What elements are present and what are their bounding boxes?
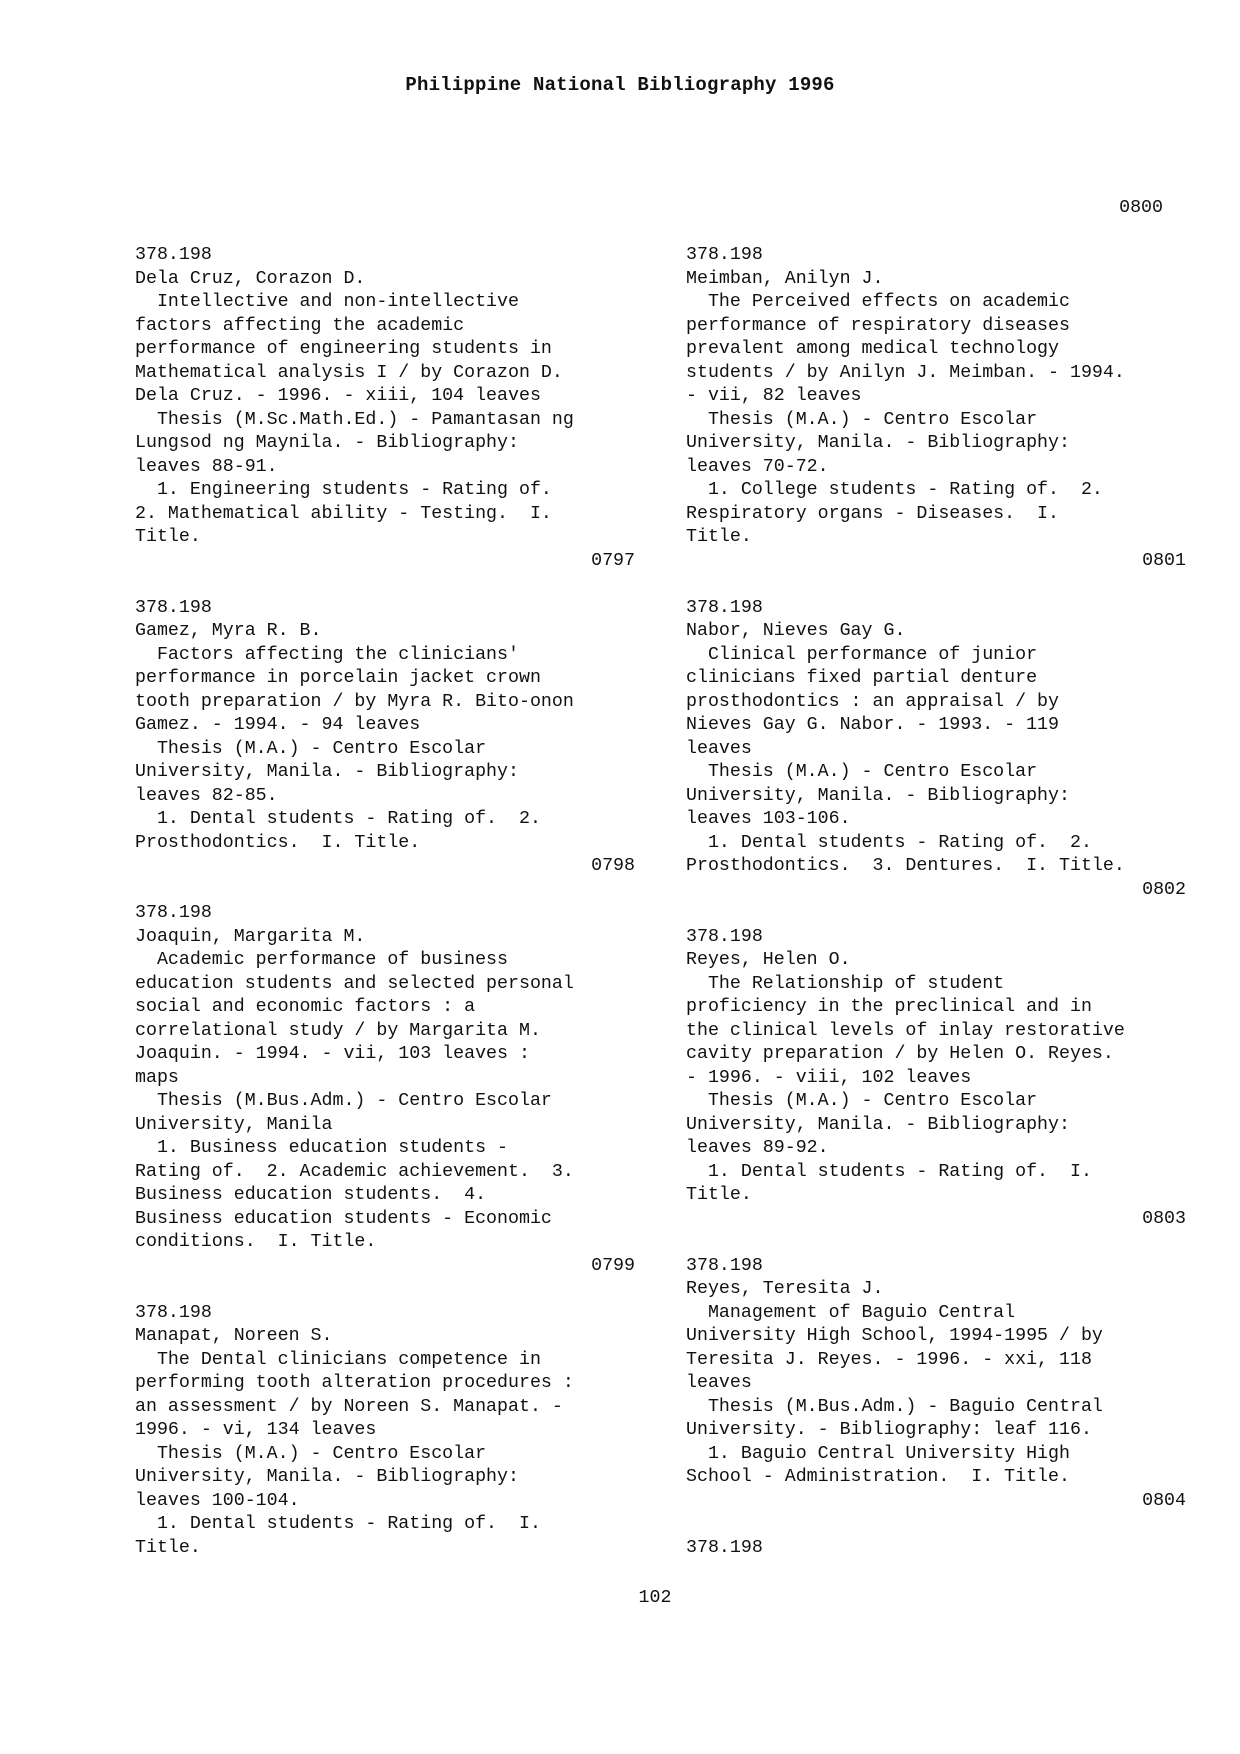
page-title: Philippine National Bibliography 1996 bbox=[405, 74, 835, 96]
entry-spacer bbox=[135, 573, 635, 597]
entry-text-line: performing tooth alteration procedures : bbox=[135, 1373, 574, 1393]
entry-text-line: Prosthodontics. 3. Dentures. I. Title. bbox=[686, 856, 1125, 876]
entry-text-line: 1. Dental students - Rating of. I. bbox=[135, 1514, 541, 1534]
bibliography-entry bbox=[135, 902, 635, 1278]
record-number: 0798 bbox=[591, 856, 635, 876]
entry-text-line: The Relationship of student bbox=[686, 973, 1005, 994]
record-number: 0804 bbox=[1142, 1490, 1186, 1511]
call-number: 378.198 bbox=[686, 245, 763, 265]
entry-text-line: the clinical levels of inlay restorative bbox=[686, 1020, 1125, 1041]
record-number: 0799 bbox=[591, 1255, 635, 1276]
entry-text-line: University, Manila bbox=[135, 1114, 333, 1135]
entry-text-line: students / by Anilyn J. Meimban. - 1994. bbox=[686, 362, 1125, 383]
entry-text-line: Respiratory organs - Diseases. I. bbox=[686, 503, 1059, 524]
entry-spacer bbox=[686, 1231, 1186, 1255]
bibliography-entry bbox=[686, 926, 1186, 1232]
entry-text-line: Prosthodontics. I. Title. bbox=[135, 832, 421, 853]
entry-text-line: conditions. I. Title. bbox=[135, 1232, 377, 1252]
entry-text-line: Thesis (M.A.) - Centro Escolar bbox=[686, 1091, 1038, 1111]
record-number: 0797 bbox=[591, 550, 635, 571]
entry-text-line: University, Manila. - Bibliography: bbox=[135, 762, 519, 782]
author-name: Dela Cruz, Corazon D. bbox=[135, 268, 366, 289]
entry-text-line: University, Manila. - Bibliography: bbox=[686, 785, 1070, 806]
record-number: 0801 bbox=[1142, 550, 1186, 571]
bibliography-entry bbox=[686, 244, 1186, 573]
entry-text-line: 1. Dental students - Rating of. 2. bbox=[686, 832, 1092, 853]
entry-text-line: 1. Business education students - bbox=[135, 1138, 508, 1158]
right-column bbox=[686, 244, 1186, 1560]
entry-text-line: Thesis (M.A.) - Centro Escolar bbox=[135, 738, 487, 759]
entry-text-line: Intellective and non-intellective bbox=[135, 292, 519, 312]
left-column bbox=[135, 244, 635, 1560]
entry-text-line: performance of engineering students in bbox=[135, 339, 552, 359]
entry-text-line: 2. Mathematical ability - Testing. I. bbox=[135, 503, 552, 524]
entry-text-line: education students and selected personal bbox=[135, 973, 574, 994]
entry-text-line: prevalent among medical technology bbox=[686, 339, 1059, 359]
record-number: 0802 bbox=[1142, 879, 1186, 900]
entry-text-line: The Perceived effects on academic bbox=[686, 292, 1070, 312]
entry-text-line: 1. Engineering students - Rating of. bbox=[135, 480, 552, 500]
author-name: Nabor, Nieves Gay G. bbox=[686, 621, 906, 641]
bibliography-entry bbox=[686, 1255, 1186, 1514]
call-number: 378.198 bbox=[686, 597, 763, 618]
entry-text-line: social and economic factors : a bbox=[135, 997, 476, 1017]
entry-text-line: Teresita J. Reyes. - 1996. - xxi, 118 bbox=[686, 1349, 1092, 1370]
entry-text-line: 1. Baguio Central University High bbox=[686, 1443, 1070, 1464]
entry-text-line: Thesis (M.A.) - Centro Escolar bbox=[686, 762, 1038, 782]
entry-text-line: leaves bbox=[686, 738, 752, 759]
entry-spacer bbox=[135, 879, 635, 903]
author-name: Manapat, Noreen S. bbox=[135, 1326, 333, 1346]
entry-text-line: leaves 70-72. bbox=[686, 456, 829, 477]
entry-text-line: The Dental clinicians competence in bbox=[135, 1349, 541, 1370]
entry-text-line: performance in porcelain jacket crown bbox=[135, 668, 541, 688]
entry-text-line: tooth preparation / by Myra R. Bito-onon bbox=[135, 691, 574, 712]
bibliography-entry bbox=[686, 1537, 1186, 1561]
entry-text-line: Thesis (M.Bus.Adm.) - Centro Escolar bbox=[135, 1091, 552, 1111]
author-name: Reyes, Helen O. bbox=[686, 950, 851, 970]
call-number: 378.198 bbox=[135, 903, 212, 923]
entry-text-line: clinicians fixed partial denture bbox=[686, 668, 1038, 688]
entry-text-line: Lungsod ng Maynila. - Bibliography: bbox=[135, 433, 519, 453]
entry-text-line: Nieves Gay G. Nabor. - 1993. - 119 bbox=[686, 715, 1059, 735]
entry-text-line: University, Manila. - Bibliography: bbox=[135, 1467, 519, 1487]
call-number: 378.198 bbox=[135, 597, 212, 618]
entry-text-line: Rating of. 2. Academic achievement. 3. bbox=[135, 1161, 574, 1182]
entry-text-line: leaves 100-104. bbox=[135, 1490, 300, 1511]
entry-text-line: maps bbox=[135, 1067, 179, 1088]
author-name: Gamez, Myra R. B. bbox=[135, 621, 322, 641]
carryover-record-number: 0800 bbox=[1119, 198, 1163, 218]
entry-text-line: - vii, 82 leaves bbox=[686, 386, 862, 406]
entry-text-line: University High School, 1994-1995 / by bbox=[686, 1326, 1103, 1346]
author-name: Joaquin, Margarita M. bbox=[135, 926, 366, 947]
entry-text-line: proficiency in the preclinical and in bbox=[686, 997, 1092, 1017]
entry-text-line: Mathematical analysis I / by Corazon D. bbox=[135, 362, 563, 383]
entry-text-line: Gamez. - 1994. - 94 leaves bbox=[135, 715, 421, 735]
entry-text-line: Academic performance of business bbox=[135, 950, 508, 970]
entry-text-line: leaves 82-85. bbox=[135, 785, 278, 806]
entry-text-line: School - Administration. I. Title. bbox=[686, 1467, 1070, 1487]
entry-text-line: - 1996. - viii, 102 leaves bbox=[686, 1067, 972, 1088]
entry-text-line: Dela Cruz. - 1996. - xiii, 104 leaves bbox=[135, 386, 541, 406]
entry-text-line: Joaquin. - 1994. - vii, 103 leaves : bbox=[135, 1044, 530, 1064]
entry-spacer bbox=[686, 1513, 1186, 1537]
entry-text-line: leaves bbox=[686, 1373, 752, 1393]
entry-text-line: 1996. - vi, 134 leaves bbox=[135, 1420, 377, 1440]
entry-spacer bbox=[686, 573, 1186, 597]
entry-text-line: correlational study / by Margarita M. bbox=[135, 1020, 541, 1041]
entry-text-line: Thesis (M.A.) - Centro Escolar bbox=[135, 1443, 487, 1464]
call-number: 378.198 bbox=[135, 1302, 212, 1323]
page-number: 102 bbox=[638, 1588, 672, 1608]
entry-text-line: Business education students. 4. bbox=[135, 1185, 487, 1205]
entry-text-line: leaves 89-92. bbox=[686, 1138, 829, 1158]
bibliography-entry bbox=[686, 597, 1186, 903]
call-number: 378.198 bbox=[686, 1537, 763, 1558]
entry-text-line: Factors affecting the clinicians' bbox=[135, 644, 519, 665]
record-number: 0803 bbox=[1142, 1208, 1186, 1229]
entry-text-line: factors affecting the academic bbox=[135, 315, 465, 336]
bibliography-entry bbox=[135, 1302, 635, 1561]
entry-text-line: Title. bbox=[686, 527, 752, 547]
call-number: 378.198 bbox=[686, 926, 763, 947]
entry-text-line: Clinical performance of junior bbox=[686, 644, 1038, 665]
entry-text-line: University, Manila. - Bibliography: bbox=[686, 1114, 1070, 1135]
entry-text-line: Thesis (M.A.) - Centro Escolar bbox=[686, 409, 1038, 430]
entry-text-line: University, Manila. - Bibliography: bbox=[686, 433, 1070, 453]
author-name: Reyes, Teresita J. bbox=[686, 1279, 884, 1299]
entry-text-line: performance of respiratory diseases bbox=[686, 315, 1070, 336]
entry-text-line: prosthodontics : an appraisal / by bbox=[686, 691, 1059, 712]
entry-text-line: Business education students - Economic bbox=[135, 1208, 552, 1229]
entry-text-line: Title. bbox=[135, 527, 201, 547]
entry-text-line: Title. bbox=[135, 1537, 201, 1558]
entry-spacer bbox=[686, 902, 1186, 926]
entry-text-line: 1. College students - Rating of. 2. bbox=[686, 480, 1103, 500]
entry-text-line: cavity preparation / by Helen O. Reyes. bbox=[686, 1044, 1114, 1064]
entry-spacer bbox=[135, 1278, 635, 1302]
entry-text-line: Thesis (M.Bus.Adm.) - Baguio Central bbox=[686, 1396, 1103, 1417]
call-number: 378.198 bbox=[135, 245, 212, 265]
bibliography-entry bbox=[135, 244, 635, 573]
entry-text-line: leaves 103-106. bbox=[686, 809, 851, 829]
entry-text-line: University. - Bibliography: leaf 116. bbox=[686, 1420, 1092, 1440]
bibliography-entry bbox=[135, 597, 635, 879]
call-number: 378.198 bbox=[686, 1255, 763, 1276]
entry-text-line: Management of Baguio Central bbox=[686, 1302, 1016, 1323]
entry-text-line: Thesis (M.Sc.Math.Ed.) - Pamantasan ng bbox=[135, 409, 574, 430]
entry-text-line: leaves 88-91. bbox=[135, 456, 278, 477]
author-name: Meimban, Anilyn J. bbox=[686, 268, 884, 289]
entry-text-line: an assessment / by Noreen S. Manapat. - bbox=[135, 1396, 563, 1417]
entry-text-line: 1. Dental students - Rating of. 2. bbox=[135, 809, 541, 829]
entry-text-line: 1. Dental students - Rating of. I. bbox=[686, 1161, 1092, 1182]
entry-text-line: Title. bbox=[686, 1185, 752, 1205]
